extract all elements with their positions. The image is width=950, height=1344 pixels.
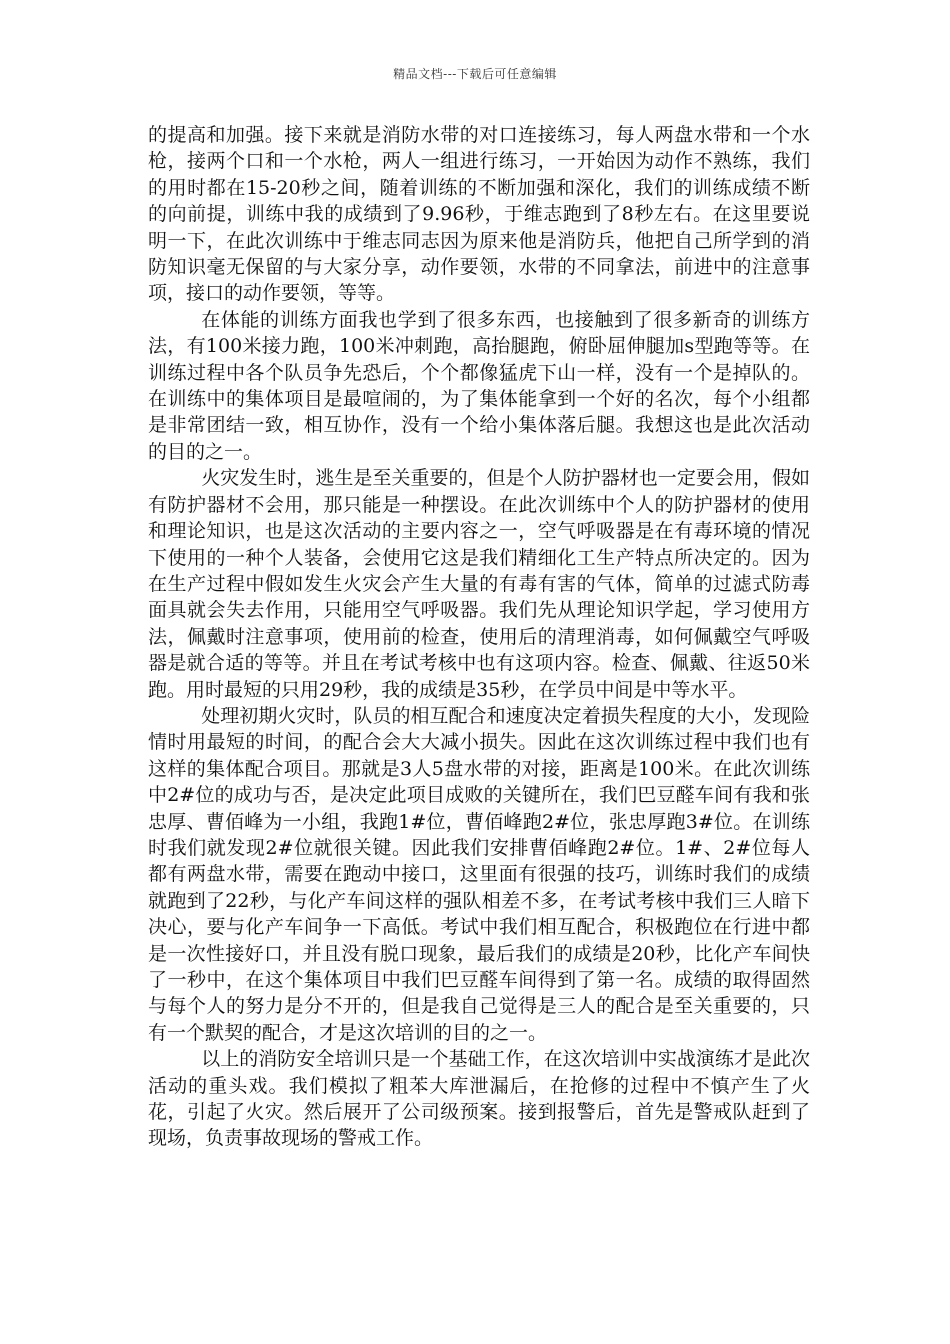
paragraph-5: 以上的消防安全培训只是一个基础工作，在这次培训中实战演练才是此次活动的重头戏。我们模拟了粗苯大库泄漏后，在抢修的过程中不慎产生了火花，引起了火灾。然后展开了公司级预案。接到报警后，首先是警戒队赶到了现场，负责事故现场的警戒工作。 <box>148 1048 810 1150</box>
paragraph-2: 在体能的训练方面我也学到了很多东西，也接触到了很多新奇的训练方法，有100米接力跑，100米冲刺跑，高抬腿跑，俯卧屈伸腿加s型跑等等。在训练过程中各个队员争先恐后，个个都像猛虎下山一样，没有一个是掉队的。在训练中的集体项目是最喧闹的，为了集体能拿到一个好的名次，每个小组都是非常团结一致，相互协作，没有一个给小集体落后腿。我想这也是此次活动的目的之一。 <box>148 308 810 463</box>
page-header: 精品文档---下载后可任意编辑 <box>393 67 557 81</box>
paragraph-4: 处理初期火灾时，队员的相互配合和速度决定着损失程度的大小，发现险情时用最短的时间，的配合会大大减小损失。因此在这次训练过程中我们也有这样的集体配合项目。那就是3人5盘水带的对接，距离是100米。在此次训练中2#位的成功与否，是决定此项目成败的关键所在，我们巴豆醛车间有我和张忠厚、曹佰峰为一小组，我跑1#位，曹佰峰跑2#位，张忠厚跑3#位。在训练时我们就发现2#位就很关键。因此我们安排曹佰峰跑2#位。1#、2#位每人都有两盘水带，需要在跑动中接口，这里面有很强的技巧，训练时我们的成绩就跑到了22秒，与化产车间这样的强队相差不多，在考试考核中我们三人暗下决心，要与化产车间争一下高低。考试中我们相互配合，积极跑位在行进中都是一次性接好口，并且没有脱口现象，最后我们的成绩是20秒，比化产车间快了一秒中，在这个集体项目中我们巴豆醛车间得到了第一名。成绩的取得固然与每个人的努力是分不开的，但是我自己觉得是三人的配合是至关重要的，只有一个默契的配合，才是这次培训的目的之一。 <box>148 704 810 1044</box>
document-body <box>148 122 810 1152</box>
paragraph-1: 的提高和加强。接下来就是消防水带的对口连接练习，每人两盘水带和一个水枪，接两个口和一个水枪，两人一组进行练习，一开始因为动作不熟练，我们的用时都在15-20秒之间，随着训练的不断加强和深化，我们的训练成绩不断的向前提，训练中我的成绩到了9.96秒，于维志跑到了8秒左右。在这里要说明一下，在此次训练中于维志同志因为原来他是消防兵，他把自己所学到的消防知识毫无保留的与大家分享，动作要领，水带的不同拿法，前进中的注意事项，接口的动作要领，等等。 <box>148 124 810 305</box>
paragraph-3: 火灾发生时，逃生是至关重要的，但是个人防护器材也一定要会用，假如有防护器材不会用，那只能是一种摆设。在此次训练中个人的防护器材的使用和理论知识，也是这次活动的主要内容之一，空气呼吸器是在有毒环境的情况下使用的一种个人装备，会使用它这是我们精细化工生产特点所决定的。因为在生产过程中假如发生火灾会产生大量的有毒有害的气体，简单的过滤式防毒面具就会失去作用，只能用空气呼吸器。我们先从理论知识学起，学习使用方法，佩戴时注意事项，使用前的检查，使用后的清理消毒，如何佩戴空气呼吸器是就合适的等等。并且在考试考核中也有这项内容。检查、佩戴、往返50米跑。用时最短的只用29秒，我的成绩是35秒，在学员中间是中等水平。 <box>148 467 810 701</box>
